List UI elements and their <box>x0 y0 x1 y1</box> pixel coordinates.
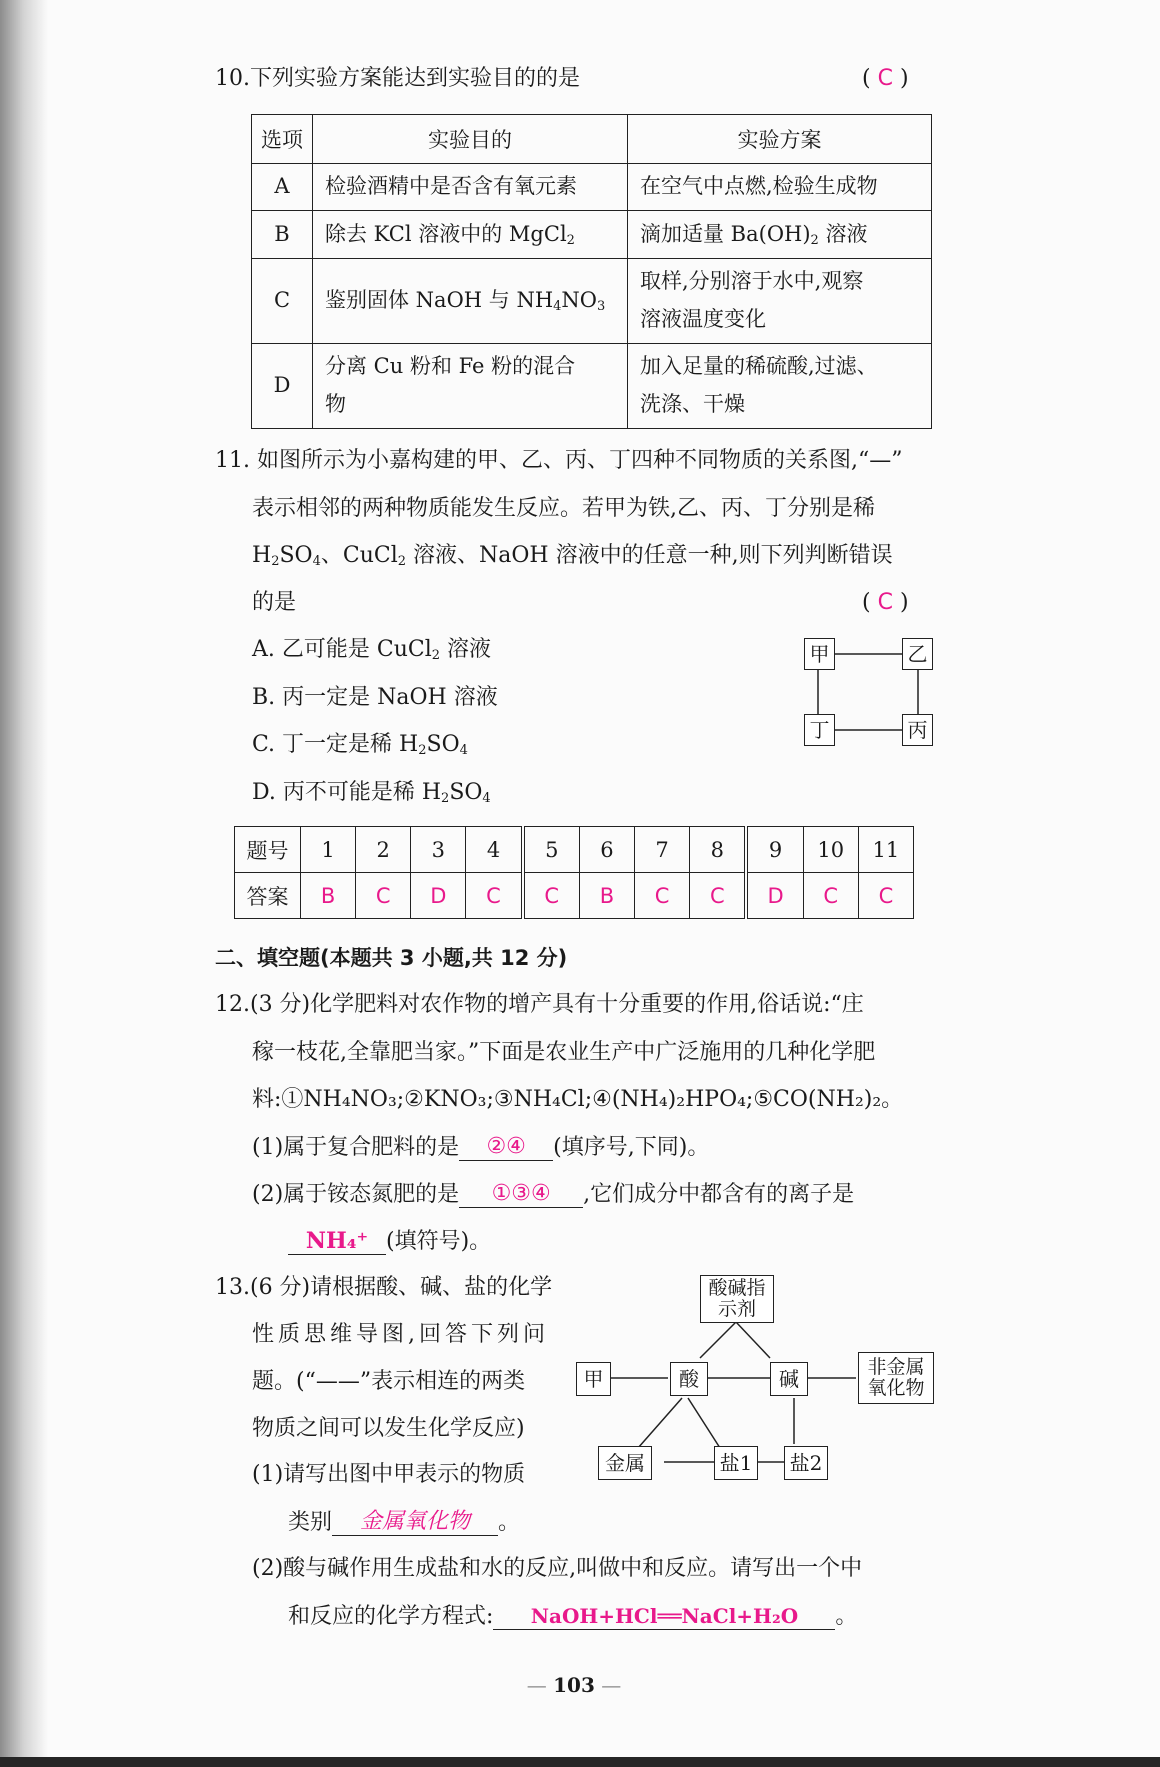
answer-key-number: 1 <box>300 827 355 873</box>
q12-line2: 稼一枝花,全靠肥当家。”下面是农业生产中广泛施用的几种化学肥 <box>252 1040 876 1065</box>
purpose-cell: 分离 Cu 粉和 Fe 粉的混合 物 <box>313 344 628 429</box>
purpose-cell: 除去 KCl 溶液中的 MgCl$_2$ <box>313 211 628 259</box>
answer-key-answer: C <box>523 873 580 919</box>
node-indicator: 酸碱指示剂 <box>700 1275 774 1323</box>
answer-key-answer: C <box>466 873 523 919</box>
q11-answer: C <box>877 590 893 615</box>
purpose-cell: 鉴别固体 NaOH 与 $NH_4NO_3$ <box>313 259 628 344</box>
answer-key-answer: C <box>690 873 747 919</box>
q12-part2: (2)属于铵态氮肥的是 ①③④ ,它们成分中都含有的离子是 <box>252 1181 855 1207</box>
node-metal: 金属 <box>598 1446 652 1480</box>
q10-table <box>251 114 932 429</box>
answer-key-number: 6 <box>579 827 634 873</box>
q12-answer-2: ①③④ <box>459 1181 583 1208</box>
answer-key-answer: C <box>803 873 858 919</box>
q13-line1: 13.(6 分)请根据酸、碱、盐的化学 <box>215 1275 553 1300</box>
table-row <box>252 211 932 259</box>
answer-key-answer-row <box>235 873 914 919</box>
node-salt2: 盐2 <box>784 1446 828 1480</box>
answer-key-number: 9 <box>746 827 803 873</box>
q10-answer-bracket: ( C ) <box>862 66 909 91</box>
answer-key-number: 3 <box>411 827 466 873</box>
option-cell: A <box>252 164 313 211</box>
page-number: 103 <box>553 1673 595 1697</box>
q13-line3: 题。(“——”表示相连的两类 <box>252 1369 526 1394</box>
node-ding: 丁 <box>804 714 835 746</box>
q11-line1: 11. 如图所示为小嘉构建的甲、乙、丙、丁四种不同物质的关系图,“—” <box>215 448 903 473</box>
answer-key-answer: D <box>746 873 803 919</box>
answer-key-number: 7 <box>635 827 690 873</box>
plan-cell: 加入足量的稀硫酸,过滤、 洗涤、干燥 <box>628 344 932 429</box>
q10-header-option: 选项 <box>252 115 313 164</box>
q13-line4: 物质之间可以发生化学反应) <box>252 1416 525 1441</box>
option-cell: D <box>252 344 313 429</box>
q12-line1: 12.(3 分)化学肥料对农作物的增产具有十分重要的作用,俗话说:“庄 <box>215 992 864 1017</box>
answer-key-answer: C <box>858 873 913 919</box>
node-acid: 酸 <box>670 1362 708 1396</box>
answer-key-table <box>234 826 914 919</box>
table-row <box>252 164 932 211</box>
node-yi: 乙 <box>902 638 933 670</box>
table-row <box>252 259 932 344</box>
answer-key-answer: D <box>411 873 466 919</box>
q12-part1: (1)属于复合肥料的是 ②④ (填序号,下同)。 <box>252 1134 710 1160</box>
q10-header-purpose: 实验目的 <box>313 115 628 164</box>
answer-key-label: 题号 <box>235 827 301 873</box>
q12-answer-3: NH₄⁺ <box>288 1228 386 1255</box>
answer-key-number: 4 <box>466 827 523 873</box>
option-cell: B <box>252 211 313 259</box>
answer-key-number: 8 <box>690 827 747 873</box>
purpose-cell: 检验酒精中是否含有氧元素 <box>313 164 628 211</box>
answer-key-number: 5 <box>523 827 580 873</box>
q13-part2-line2: 和反应的化学方程式: NaOH+HCl══NaCl+H₂O 。 <box>288 1604 858 1629</box>
q11-option-a: A. 乙可能是 CuCl$_2$ 溶液 <box>252 637 492 663</box>
table-row <box>252 344 932 429</box>
answer-key-number: 10 <box>803 827 858 873</box>
node-bing: 丙 <box>902 714 933 746</box>
node-jia: 甲 <box>804 638 835 670</box>
answer-key-answer: B <box>300 873 355 919</box>
q11-option-b: B. 丙一定是 NaOH 溶液 <box>252 685 498 710</box>
section-2-title: 二、填空题(本题共 3 小题,共 12 分) <box>215 946 568 970</box>
page-footer: — 103 — <box>526 1673 622 1697</box>
answer-key-answer: C <box>635 873 690 919</box>
plan-cell: 取样,分别溶于水中,观察 溶液温度变化 <box>628 259 932 344</box>
q10-stem: 10.下列实验方案能达到实验目的的是 <box>215 66 580 91</box>
q10-answer: C <box>877 66 893 91</box>
node-base: 碱 <box>770 1362 808 1396</box>
q11-answer-bracket: ( C ) <box>862 590 909 615</box>
q11-option-d: D. 丙不可能是稀 $H_2SO_4$ <box>252 780 491 806</box>
q13-part2-line1: (2)酸与碱作用生成盐和水的反应,叫做中和反应。请写出一个中 <box>252 1556 863 1581</box>
q13-part1-line2: 类别 金属氧化物 。 <box>288 1509 521 1535</box>
q11-line4: 的是 <box>252 590 297 615</box>
answer-key-number: 11 <box>858 827 913 873</box>
answer-key-answer: C <box>356 873 411 919</box>
q13-part1-line1: (1)请写出图中甲表示的物质 <box>252 1462 526 1487</box>
plan-cell: 在空气中点燃,检验生成物 <box>628 164 932 211</box>
bottom-bar <box>0 1757 1160 1767</box>
node-salt1: 盐1 <box>714 1446 758 1480</box>
q12-part3: NH₄⁺ (填符号)。 <box>288 1228 491 1255</box>
answer-key-label: 答案 <box>235 873 301 919</box>
q13-answer-2: NaOH+HCl══NaCl+H₂O <box>493 1603 835 1630</box>
answer-key-answer: B <box>579 873 634 919</box>
q11-option-c: C. 丁一定是稀 $H_2SO_4$ <box>252 732 468 758</box>
node-jia: 甲 <box>576 1362 611 1396</box>
q13-answer-1: 金属氧化物 <box>332 1509 498 1536</box>
page-shadow <box>0 0 48 1767</box>
answer-key-number: 2 <box>356 827 411 873</box>
q11-line2: 表示相邻的两种物质能发生反应。若甲为铁,乙、丙、丁分别是稀 <box>252 496 875 521</box>
q11-line3: $H_2SO_4$、CuCl$_2$ 溶液、NaOH 溶液中的任意一种,则下列判断错误 <box>252 543 893 569</box>
q12-line3: 料:①NH₄NO₃;②KNO₃;③NH₄Cl;④(NH₄)₂HPO₄;⑤CO(NH₂)₂。 <box>252 1087 904 1112</box>
option-cell: C <box>252 259 313 344</box>
q10-header-plan: 实验方案 <box>628 115 932 164</box>
q12-answer-1: ②④ <box>459 1134 553 1161</box>
q13-line2: 性质思维导图,回答下列问 <box>252 1322 549 1347</box>
plan-cell: 滴加适量 $Ba(OH)_2$ 溶液 <box>628 211 932 259</box>
answer-key-number-row <box>235 827 914 873</box>
node-nonmetal-oxide: 非金属氧化物 <box>858 1352 934 1404</box>
